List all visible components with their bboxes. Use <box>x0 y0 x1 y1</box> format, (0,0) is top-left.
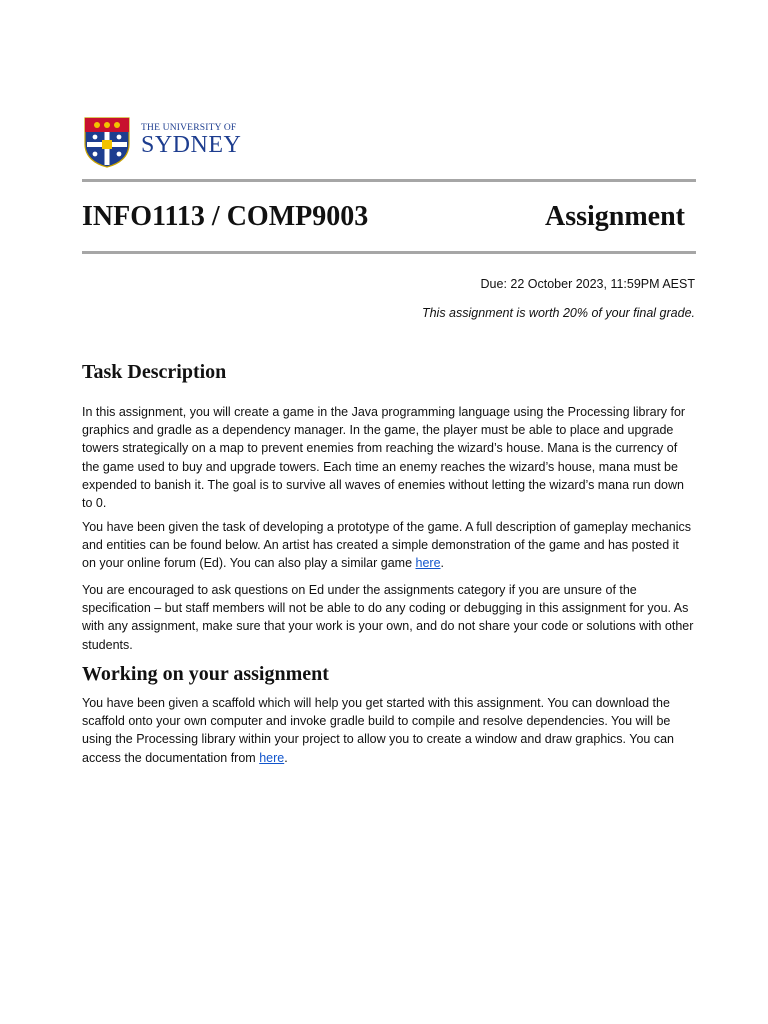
header-rule-top <box>82 179 696 182</box>
task-paragraph-2-text: You have been given the task of developing a prototype of the game. A full description of gameplay mechanics and entities can be found below. An artist has created a simple demonstration of the game and has posted it on your online forum (Ed). You can also play a similar game <box>82 520 691 571</box>
working-paragraph-1-text: You have been given a scaffold which will help you get started with this assignment. You can download the scaffold onto your own computer and invoke gradle build to compile and resolve dependencies. You will be using the Processing library within your project to allow you to create a window and draw graphics. You can access the documentation from <box>82 696 674 765</box>
document-type: Assignment <box>544 201 685 232</box>
university-wordmark-line1: THE UNIVERSITY OF <box>141 123 237 133</box>
task-paragraph-3: You are encouraged to ask questions on Ed under the assignments category if you are unsure of the specification – but staff members will not be able to do any coding or debugging in this assignment for you. As with any assignment, make sure that your work is your own, and do not share your code or solutions with other students. <box>82 583 694 652</box>
grade-weight-note: This assignment is worth 20% of your final grade. <box>421 306 695 320</box>
task-paragraph-1: In this assignment, you will create a game in the Java programming language using the Processing library for graphics and gradle as a dependency manager. In the game, the player must be able to place and upgrade towers strategically on a map to prevent enemies from reaching the wizard’s house. Mana is the currency of the game used to buy and upgrade towers. Each time an enemy reaches the wizard’s house, mana must be expended to banish it. The goal is to survive all waves of enemies without letting the wizard’s mana run down to 0. <box>82 405 686 511</box>
working-paragraph-1 <box>82 694 696 767</box>
similar-game-link[interactable]: here <box>415 556 441 571</box>
university-crest-icon <box>83 116 131 168</box>
task-description-heading: Task Description <box>82 361 227 383</box>
due-date: Due: 22 October 2023, 11:59PM AEST <box>480 277 695 291</box>
documentation-link[interactable]: here <box>259 750 285 765</box>
university-wordmark <box>141 123 241 156</box>
header-rule-bottom <box>82 251 696 254</box>
working-heading: Working on your assignment <box>82 663 329 685</box>
university-wordmark-line2: SYDNEY <box>141 132 242 158</box>
task-paragraph-2 <box>82 518 696 573</box>
university-logo <box>83 116 243 168</box>
task-paragraph-2-end: . <box>440 556 445 571</box>
working-paragraph-1-end: . <box>284 750 288 765</box>
course-code: INFO1113 / COMP9003 <box>82 201 369 232</box>
